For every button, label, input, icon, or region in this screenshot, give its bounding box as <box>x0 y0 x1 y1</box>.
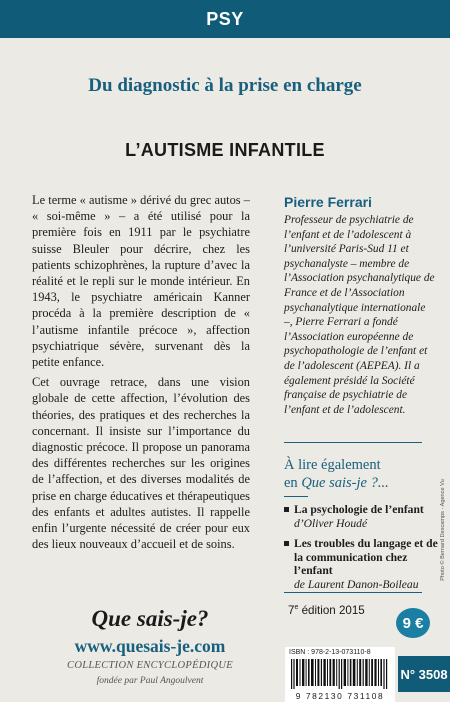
edition-text: édition 2015 <box>298 604 365 617</box>
edition-suffix: e <box>294 604 299 612</box>
section-divider <box>284 592 422 593</box>
see-also-heading-line1: À lire également <box>284 457 381 473</box>
price-badge <box>396 608 430 638</box>
publisher-url[interactable]: www.quesais-je.com <box>74 636 226 656</box>
list-item <box>284 503 442 530</box>
see-also-series-name: Que sais-je ?... <box>301 475 389 491</box>
related-book-title: Les troubles du langage et de la communication chez l’enfant <box>294 537 438 578</box>
founder-note: fondée par Paul Angoulvent <box>96 676 204 686</box>
photo-credit-text: Photo © Bernard Descamps - Agence Vu <box>440 479 446 581</box>
price-label: 9 € <box>402 614 424 632</box>
author-name: Pierre Ferrari <box>284 194 372 210</box>
description-paragraph-1: Le terme « autisme » dérivé du grec autos – « soi-même » – a été utilisé pour la première fois en 1911 par le psychiatre suisse Bleuler pour décrire, chez les patients schizophrènes, la rupture d’avec la réalité et le repli sur le monde intérieur. En 1943, le psychiatre américain Kanner procéda à la première description de « l’autisme infantile précoce », affection psychiatrique sévère, survenant dès la petite enfance. <box>32 193 250 370</box>
see-also-heading <box>284 456 444 492</box>
list-item <box>284 537 442 591</box>
related-book-author: de Laurent Danon-Boileau <box>294 577 419 591</box>
series-number: N° 3508 <box>400 666 448 682</box>
barcode-bars-icon <box>291 659 389 689</box>
author-bio: Professeur de psychiatrie de l’enfant et de l’adolescent à l’université Paris-Sud 11 et psychanalyste – membre de l’Association psychanalytique de France et de l’Association psychanalytique internationale –, Pierre Ferrari a fondé l’Association européenne de psychopathologie de l’enfant et de l’adolescent (AEPEA). Il a également présidé la Société française de psychiatrie de l’enfant et de l’adolescent. <box>284 214 435 416</box>
heading-underline <box>284 496 308 497</box>
description-paragraph-2: Cet ouvrage retrace, dans une vision globale de cette affection, l’évolution des théories, des pratiques et des recherches la concernant. Il insiste sur l’importance du diagnostic précoce. Il propose un panorama des différentes recherches sur les origines de l’affection, et des diverses modalités de prise en charge éducatives et thérapeutiques des enfants et adultes autistes. Il rappelle enfin l’urgente nécessité de créer pour eux des lieux nouveaux d’accueil et de soins. <box>32 375 250 552</box>
edition-number: 7 <box>288 604 295 617</box>
related-book-author: d’Oliver Houdé <box>294 516 368 530</box>
category-label: PSY <box>206 8 244 29</box>
collection-label: COLLECTION ENCYCLOPÉDIQUE <box>67 660 233 671</box>
book-subtitle: Du diagnostic à la prise en charge <box>88 75 362 96</box>
barcode-number: 9 782130 731108 <box>295 691 385 701</box>
edition-info <box>288 604 365 617</box>
back-cover-description <box>32 192 250 552</box>
publisher-logo: Que sais-je? <box>91 606 209 631</box>
isbn-label: ISBN : 978-2-13-073110-8 <box>289 649 371 656</box>
photo-credit <box>437 455 449 605</box>
category-banner <box>0 0 450 38</box>
series-number-badge <box>398 656 450 692</box>
see-also-list <box>284 503 442 599</box>
book-title: L’AUTISME INFANTILE <box>125 140 325 160</box>
related-book-title: La psychologie de l’enfant <box>294 503 424 516</box>
barcode <box>285 647 395 702</box>
section-divider <box>284 442 422 443</box>
see-also-heading-prefix: en <box>284 475 302 491</box>
